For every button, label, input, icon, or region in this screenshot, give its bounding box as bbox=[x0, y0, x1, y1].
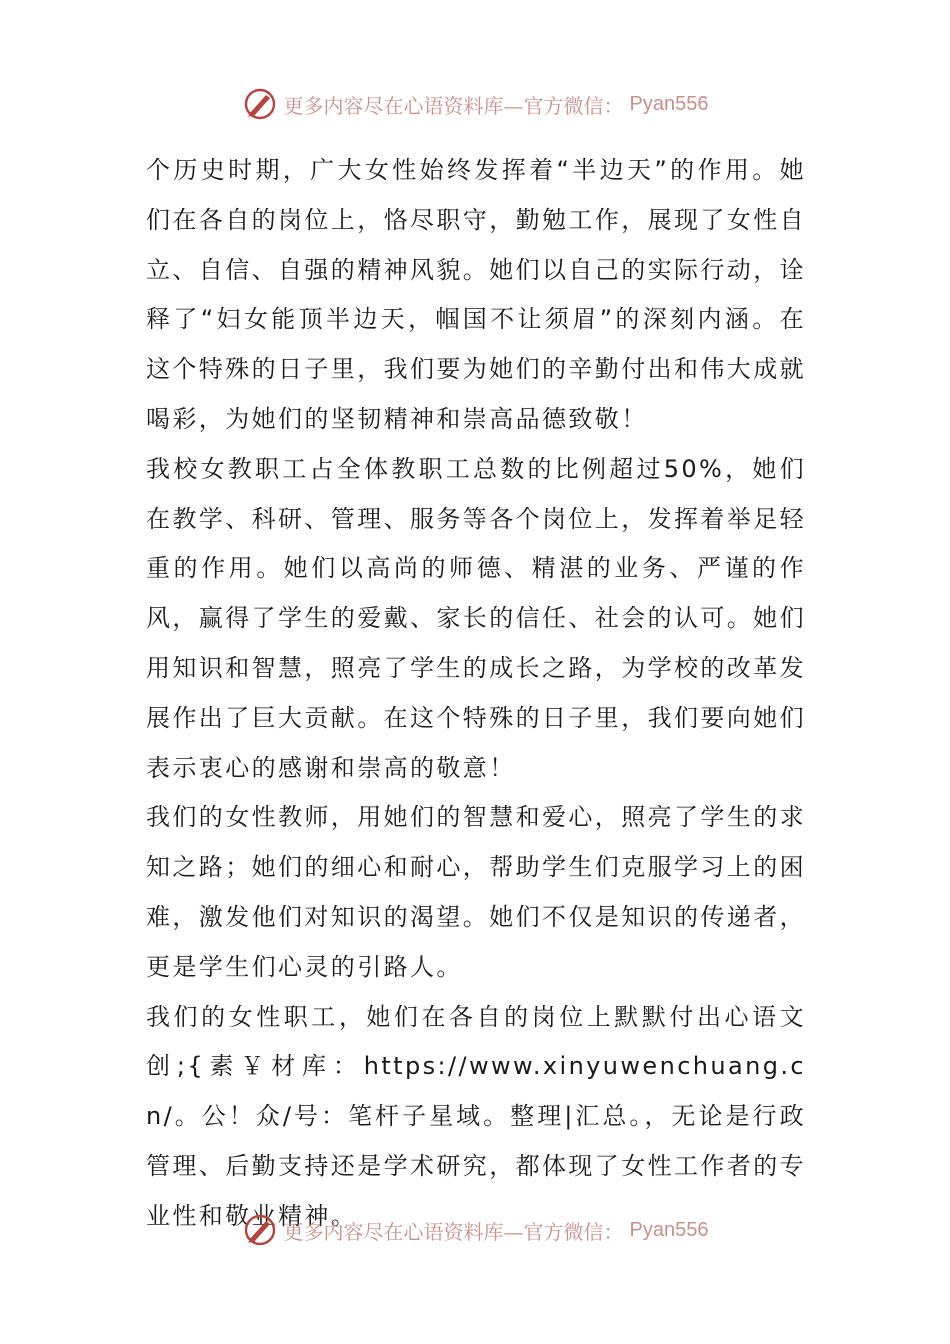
paragraph-2: 我校女教职工占全体教职工总数的比例超过50%，她们在教学、科研、管理、服务等各个岗位上，发挥着举足轻重的作用。她们以高尚的师德、精湛的业务、严谨的作风，赢得了学生的爱戴、家长的信任、社会的认可。她们用知识和智慧，照亮了学生的成长之路，为学校的改革发展作出了巨大贡献。在这个特殊的日子里，我们要向她们表示衷心的感谢和崇高的敬意！ bbox=[146, 454, 806, 782]
page-footer bbox=[0, 1208, 950, 1252]
paragraph-1: 个历史时期，广大女性始终发挥着“半边天”的作用。她们在各自的岗位上，恪尽职守，勤勉工作，展现了女性自立、自信、自强的精神风貌。她们以自己的实际行动，诠释了“妇女能顶半边天，帼国不让须眉”的深刻内涵。在这个特殊的日子里，我们要为她们的辛勤付出和伟大成就喝彩，为她们的坚韧精神和崇高品德致敬！ bbox=[146, 156, 806, 433]
header-banner bbox=[242, 86, 709, 122]
paragraph-3: 我们的女性教师，用她们的智慧和爱心，照亮了学生的求知之路；她们的细心和耐心，帮助学生们克服学习上的困难，激发他们对知识的渴望。她们不仅是知识的传递者，更是学生们心灵的引路人。 bbox=[146, 803, 806, 981]
paragraph-4: 我们的女性职工，她们在各自的岗位上默默付出心语文创;{素￥材库：https://www.xinyuwenchuang.cn/。公！众/号：笔杆子星域。整理|汇总。，无论是行政管理、后勤支持还是学术研究，都体现了女性工作者的专业性和敬业精神。 bbox=[146, 1002, 806, 1230]
document-body bbox=[146, 146, 806, 1242]
footer-banner-text: 更多内容尽在心语资料库—官方微信： bbox=[283, 1219, 624, 1244]
page-header bbox=[0, 82, 950, 126]
footer-banner bbox=[242, 1212, 709, 1248]
header-banner-text: 更多内容尽在心语资料库—官方微信： bbox=[283, 93, 624, 118]
header-banner-handle: Pyan556 bbox=[629, 92, 709, 115]
footer-banner-handle: Pyan556 bbox=[629, 1218, 709, 1241]
pen-circle-icon bbox=[242, 86, 278, 122]
pen-circle-icon bbox=[242, 1212, 278, 1248]
